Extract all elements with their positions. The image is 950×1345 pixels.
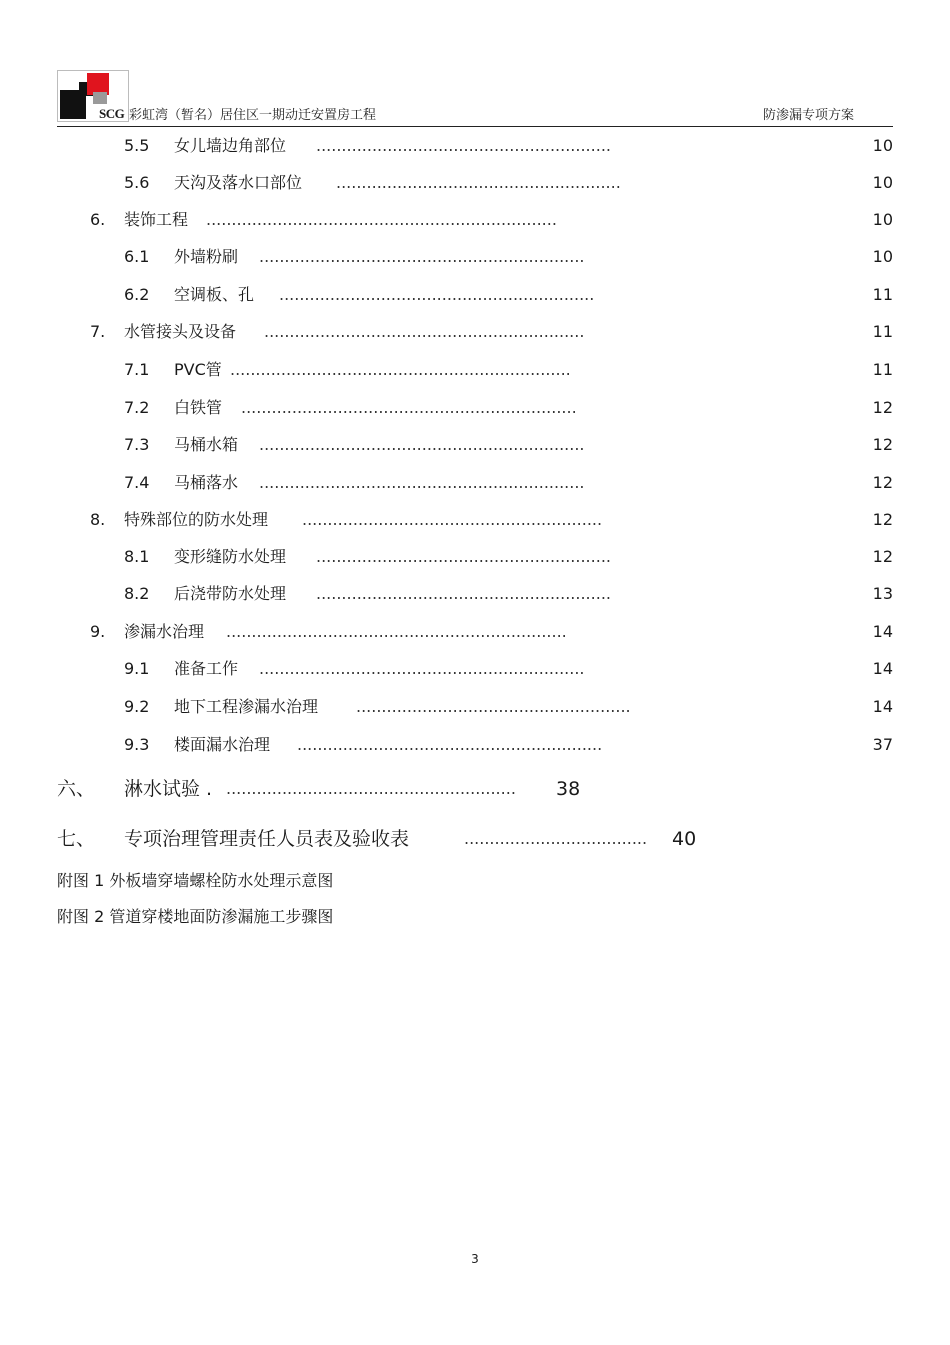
toc-section-title: 淋水试验 . bbox=[124, 778, 213, 800]
toc-leader: .............................................................. bbox=[279, 285, 595, 304]
toc-number: 5.5 bbox=[124, 136, 150, 155]
toc-leader: ......................................................... bbox=[226, 779, 516, 798]
toc-page: 12 bbox=[872, 473, 893, 492]
header-document-title: 防渗漏专项方案 bbox=[762, 107, 854, 122]
toc-section[interactable] bbox=[0, 825, 950, 853]
toc-entry[interactable] bbox=[0, 471, 950, 495]
toc-page: 38 bbox=[556, 778, 581, 800]
toc-leader: .......................................................... bbox=[316, 136, 611, 155]
toc-number: 8. bbox=[90, 510, 106, 529]
header-divider bbox=[57, 126, 893, 127]
toc-title: 天沟及落水口部位 bbox=[174, 173, 303, 192]
toc-entry[interactable] bbox=[0, 657, 950, 681]
toc-title: 后浇带防水处理 bbox=[174, 584, 287, 603]
toc-leader: ................................................................ bbox=[259, 473, 585, 492]
toc-section-number: 六、 bbox=[57, 778, 96, 800]
toc-section-number: 七、 bbox=[57, 828, 96, 850]
toc-page: 11 bbox=[872, 360, 893, 379]
toc-page: 37 bbox=[872, 735, 893, 754]
toc-entry[interactable] bbox=[0, 245, 950, 269]
toc-leader: ................................................................... bbox=[230, 360, 571, 379]
toc-number: 7.2 bbox=[124, 398, 150, 417]
toc-section-title: 专项治理管理责任人员表及验收表 bbox=[124, 828, 410, 850]
toc-entry[interactable] bbox=[0, 396, 950, 420]
toc-entry[interactable] bbox=[0, 134, 950, 158]
toc-entry[interactable] bbox=[0, 508, 950, 532]
toc-number: 9.2 bbox=[124, 697, 150, 716]
toc-page: 11 bbox=[872, 285, 893, 304]
toc-title: 女儿墙边角部位 bbox=[174, 136, 287, 155]
toc-entry[interactable] bbox=[0, 620, 950, 644]
toc-leader: ................................................................ bbox=[259, 435, 585, 454]
toc-entry[interactable] bbox=[0, 545, 950, 569]
toc-entry[interactable] bbox=[0, 320, 950, 344]
toc-title: 准备工作 bbox=[174, 659, 239, 678]
toc-title: 装饰工程 bbox=[124, 210, 189, 229]
toc-title: 渗漏水治理 bbox=[124, 622, 205, 641]
toc-leader: ................................................................ bbox=[259, 247, 585, 266]
logo-text: SCG bbox=[99, 106, 125, 121]
figure-title: 附图 1 外板墙穿墙螺栓防水处理示意图 bbox=[57, 871, 334, 890]
toc-entry[interactable] bbox=[0, 582, 950, 606]
page-number: 3 bbox=[471, 1252, 479, 1266]
toc-number: 7.4 bbox=[124, 473, 150, 492]
toc-page: 10 bbox=[872, 136, 893, 155]
toc-title: 马桶落水 bbox=[174, 473, 239, 492]
figure-entry[interactable] bbox=[0, 869, 950, 893]
toc-number: 6.2 bbox=[124, 285, 150, 304]
toc-page: 13 bbox=[872, 584, 893, 603]
toc-title: 水管接头及设备 bbox=[124, 322, 237, 341]
figure-title: 附图 2 管道穿楼地面防渗漏施工步骤图 bbox=[57, 907, 334, 926]
toc-title: PVC管 bbox=[174, 360, 222, 379]
toc-entry[interactable] bbox=[0, 433, 950, 457]
page-header bbox=[57, 70, 893, 127]
toc-leader: ..................................................................... bbox=[206, 210, 557, 229]
toc-page: 12 bbox=[872, 435, 893, 454]
toc-number: 9. bbox=[90, 622, 106, 641]
toc-leader: ................................................................ bbox=[259, 659, 585, 678]
toc-title: 地下工程渗漏水治理 bbox=[174, 697, 319, 716]
toc-title: 空调板、孔 bbox=[174, 285, 255, 304]
toc-number: 9.1 bbox=[124, 659, 150, 678]
company-logo bbox=[57, 70, 129, 122]
toc-title: 白铁管 bbox=[174, 398, 223, 417]
toc-entry[interactable] bbox=[0, 208, 950, 232]
logo-gray-block bbox=[93, 92, 107, 104]
toc-leader: ........................................................ bbox=[336, 173, 621, 192]
toc-number: 8.2 bbox=[124, 584, 150, 603]
toc-leader: .......................................................... bbox=[316, 547, 611, 566]
toc-leader: ............................................................ bbox=[297, 735, 603, 754]
toc-entry[interactable] bbox=[0, 695, 950, 719]
toc-page: 14 bbox=[872, 659, 893, 678]
toc-number: 6. bbox=[90, 210, 106, 229]
toc-page: 12 bbox=[872, 510, 893, 529]
toc-page: 14 bbox=[872, 697, 893, 716]
toc-page: 10 bbox=[872, 247, 893, 266]
toc-title: 马桶水箱 bbox=[174, 435, 239, 454]
toc-entry[interactable] bbox=[0, 283, 950, 307]
toc-number: 7.1 bbox=[124, 360, 150, 379]
toc-leader: .................................................................. bbox=[241, 398, 577, 417]
toc-title: 楼面漏水治理 bbox=[174, 735, 271, 754]
toc-page: 11 bbox=[872, 322, 893, 341]
toc-leader: ...................................................... bbox=[356, 697, 631, 716]
toc-leader: ................................................................... bbox=[226, 622, 567, 641]
toc-leader: .................................... bbox=[464, 829, 648, 848]
toc-leader: ............................................................... bbox=[264, 322, 585, 341]
toc-page: 10 bbox=[872, 210, 893, 229]
toc-number: 6.1 bbox=[124, 247, 150, 266]
toc-section[interactable] bbox=[0, 775, 950, 803]
toc-number: 7.3 bbox=[124, 435, 150, 454]
toc-leader: .......................................................... bbox=[316, 584, 611, 603]
toc-title: 变形缝防水处理 bbox=[174, 547, 287, 566]
toc-page: 10 bbox=[872, 173, 893, 192]
toc-leader: ........................................................... bbox=[302, 510, 603, 529]
toc-entry[interactable] bbox=[0, 733, 950, 757]
figure-entry[interactable] bbox=[0, 905, 950, 929]
toc-number: 8.1 bbox=[124, 547, 150, 566]
toc-entry[interactable] bbox=[0, 358, 950, 382]
toc-page: 12 bbox=[872, 547, 893, 566]
toc-entry[interactable] bbox=[0, 171, 950, 195]
toc-number: 5.6 bbox=[124, 173, 150, 192]
toc-page: 40 bbox=[672, 828, 697, 850]
toc-title: 外墙粉刷 bbox=[174, 247, 239, 266]
header-project-name: 彩虹湾（暂名）居住区一期动迁安置房工程 bbox=[129, 107, 377, 122]
toc-number: 7. bbox=[90, 322, 106, 341]
toc-number: 9.3 bbox=[124, 735, 150, 754]
toc-title: 特殊部位的防水处理 bbox=[124, 510, 269, 529]
toc-page: 12 bbox=[872, 398, 893, 417]
toc-page: 14 bbox=[872, 622, 893, 641]
